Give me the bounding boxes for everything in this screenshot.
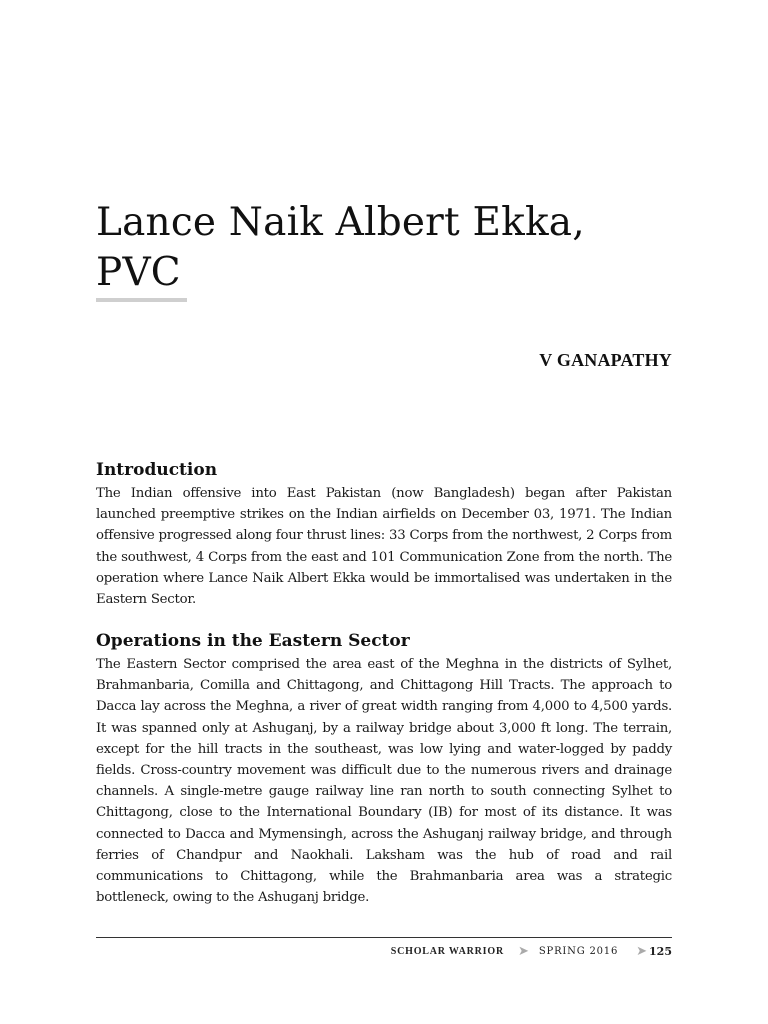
section-body-eastern-sector: The Eastern Sector comprised the area east of the Meghna in the districts of Sylhet, Brahmanbaria, Comilla and Chittagong, and Chittagong Hill Tracts. The approach to Dacca lay across the Meghna, a river of great width ranging from 4,000 to 4,500 yards. It was spanned only at Ashuganj, by a railway bridge about 3,000 ft long. The terrain, except for the hill tracts in the southeast, was low lying and water-logged by paddy fields. Cross-country movement was difficult due to the numerous rivers and drainage channels. A single-metre gauge railway line ran north to south connecting Sylhet to Chittagong, close to the International Boundary (IB) for most of its distance. It was connected to Dacca and Mymensingh, across the Ashuganj railway bridge, and through ferries of Chandpur and Naokhali. Laksham was the hub of road and rail communications to Chittagong, while the Brahmanbaria area was a strategic bottleneck, owing to the Ashuganj bridge. <box>96 657 672 906</box>
article-title: Lance Naik Albert Ekka, PVC <box>96 200 585 295</box>
footer-page-number: 125 <box>649 944 672 958</box>
document-page <box>96 0 672 1024</box>
arrow-right-icon: ➤ <box>517 943 529 959</box>
section-heading-eastern-sector: Operations in the Eastern Sector <box>96 631 410 651</box>
arrow-right-icon: ➤ <box>636 943 648 959</box>
footer-issue: SPRING 2016 <box>538 945 619 957</box>
title-underline <box>96 298 187 302</box>
page-footer <box>391 943 672 959</box>
footer-divider <box>96 937 672 938</box>
footer-journal-name: SCHOLAR WARRIOR <box>390 945 504 957</box>
section-body-introduction: The Indian offensive into East Pakistan (now Bangladesh) began after Pakistan launched preemptive strikes on the Indian airfields on December 03, 1971. The Indian offensive progressed along four thrust lines: 33 Corps from the northwest, 2 Corps from the southwest, 4 Corps from the east and 101 Communication Zone from the north. The operation where Lance Naik Albert Ekka would be immortalised was undertaken in the Eastern Sector. <box>96 486 672 608</box>
section-heading-introduction: Introduction <box>96 460 218 480</box>
article-author: V GANAPATHY <box>539 350 672 370</box>
